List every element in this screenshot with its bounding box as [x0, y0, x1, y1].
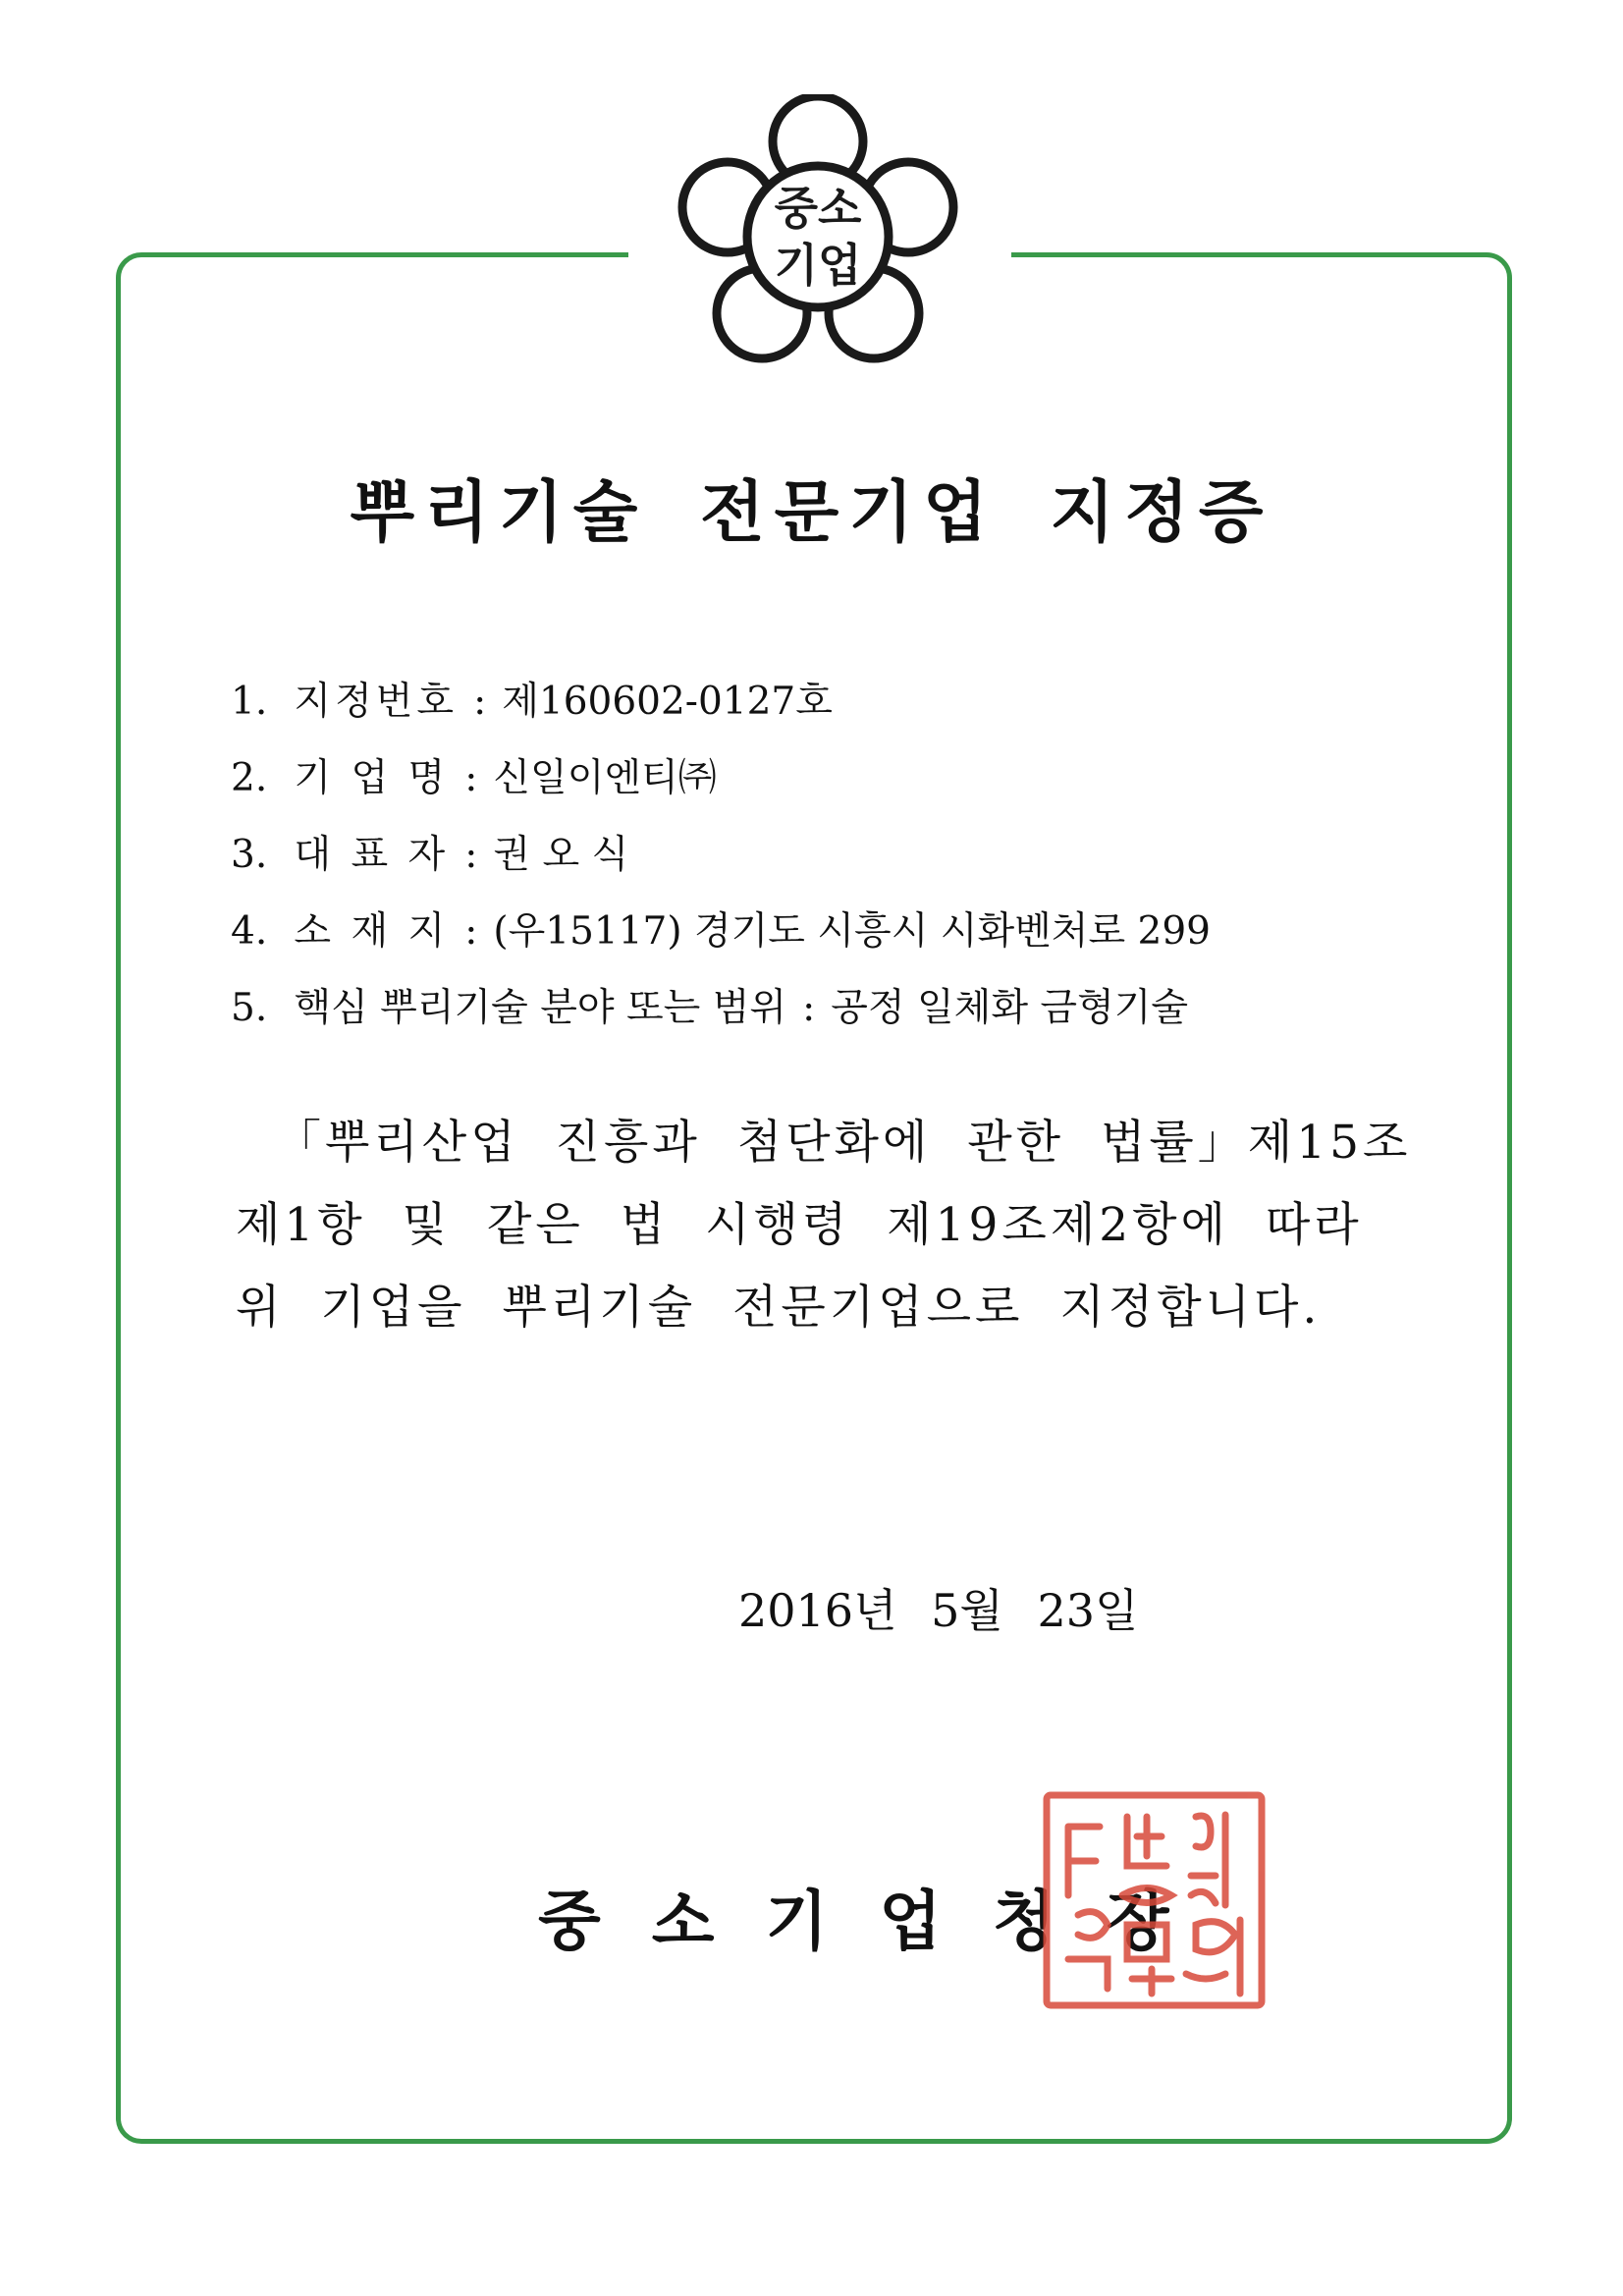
item-number: 5. [231, 986, 268, 1030]
item-label: 지정번호 [294, 680, 459, 724]
body-line-1: 「뿌리산업 진흥과 첨단화에 관한 법률」제15조 [275, 1116, 1412, 1170]
item-number: 1. [231, 680, 268, 724]
certificate-title: 뿌리기술 전문기업 지정증 [350, 473, 1273, 552]
item-number: 4. [231, 909, 268, 954]
certificate-items [231, 664, 1458, 1047]
issuer-title: 중소기업청장 [538, 1883, 1220, 1959]
item-designation-number: 1. 지정번호 : 제160602-0127호 [231, 664, 1458, 740]
issue-date: 2016년 5월 23일 [738, 1584, 1139, 1637]
item-label: 소 재 지 [294, 909, 450, 954]
certificate-body [236, 1102, 1414, 1349]
item-value: 제160602-0127호 [502, 680, 833, 724]
item-value: 신일이엔티㈜ [493, 756, 717, 800]
emblem-line-2: 기업 [774, 239, 862, 292]
body-line-3: 위 기업을 뿌리기술 전문기업으로 지정합니다. [236, 1281, 1322, 1335]
item-label: 기 업 명 [294, 756, 450, 800]
item-address: 4. 소 재 지 : (우15117) 경기도 시흥시 시화벤처로 299 [231, 894, 1458, 970]
item-representative: 3. 대 표 자 : 권 오 식 [231, 817, 1458, 894]
item-value: 공정 일체화 금형기술 [831, 986, 1189, 1030]
official-seal-icon [1039, 1787, 1270, 2013]
item-value: (우15117) 경기도 시흥시 시화벤처로 299 [493, 909, 1211, 954]
item-number: 2. [231, 756, 268, 800]
item-number: 3. [231, 833, 268, 877]
item-value: 권 오 식 [493, 833, 629, 877]
body-line-2: 제1항 및 같은 법 시행령 제19조제2항에 따라 [236, 1198, 1363, 1252]
emblem-label [676, 94, 960, 379]
item-company-name: 2. 기 업 명 : 신일이엔티㈜ [231, 740, 1458, 817]
item-label: 핵심 뿌리기술 분야 또는 범위 [294, 986, 787, 1030]
item-label: 대 표 자 [294, 833, 450, 877]
emblem-line-1: 중소 [774, 182, 862, 235]
item-technology-field: 5. 핵심 뿌리기술 분야 또는 범위 : 공정 일체화 금형기술 [231, 970, 1458, 1047]
